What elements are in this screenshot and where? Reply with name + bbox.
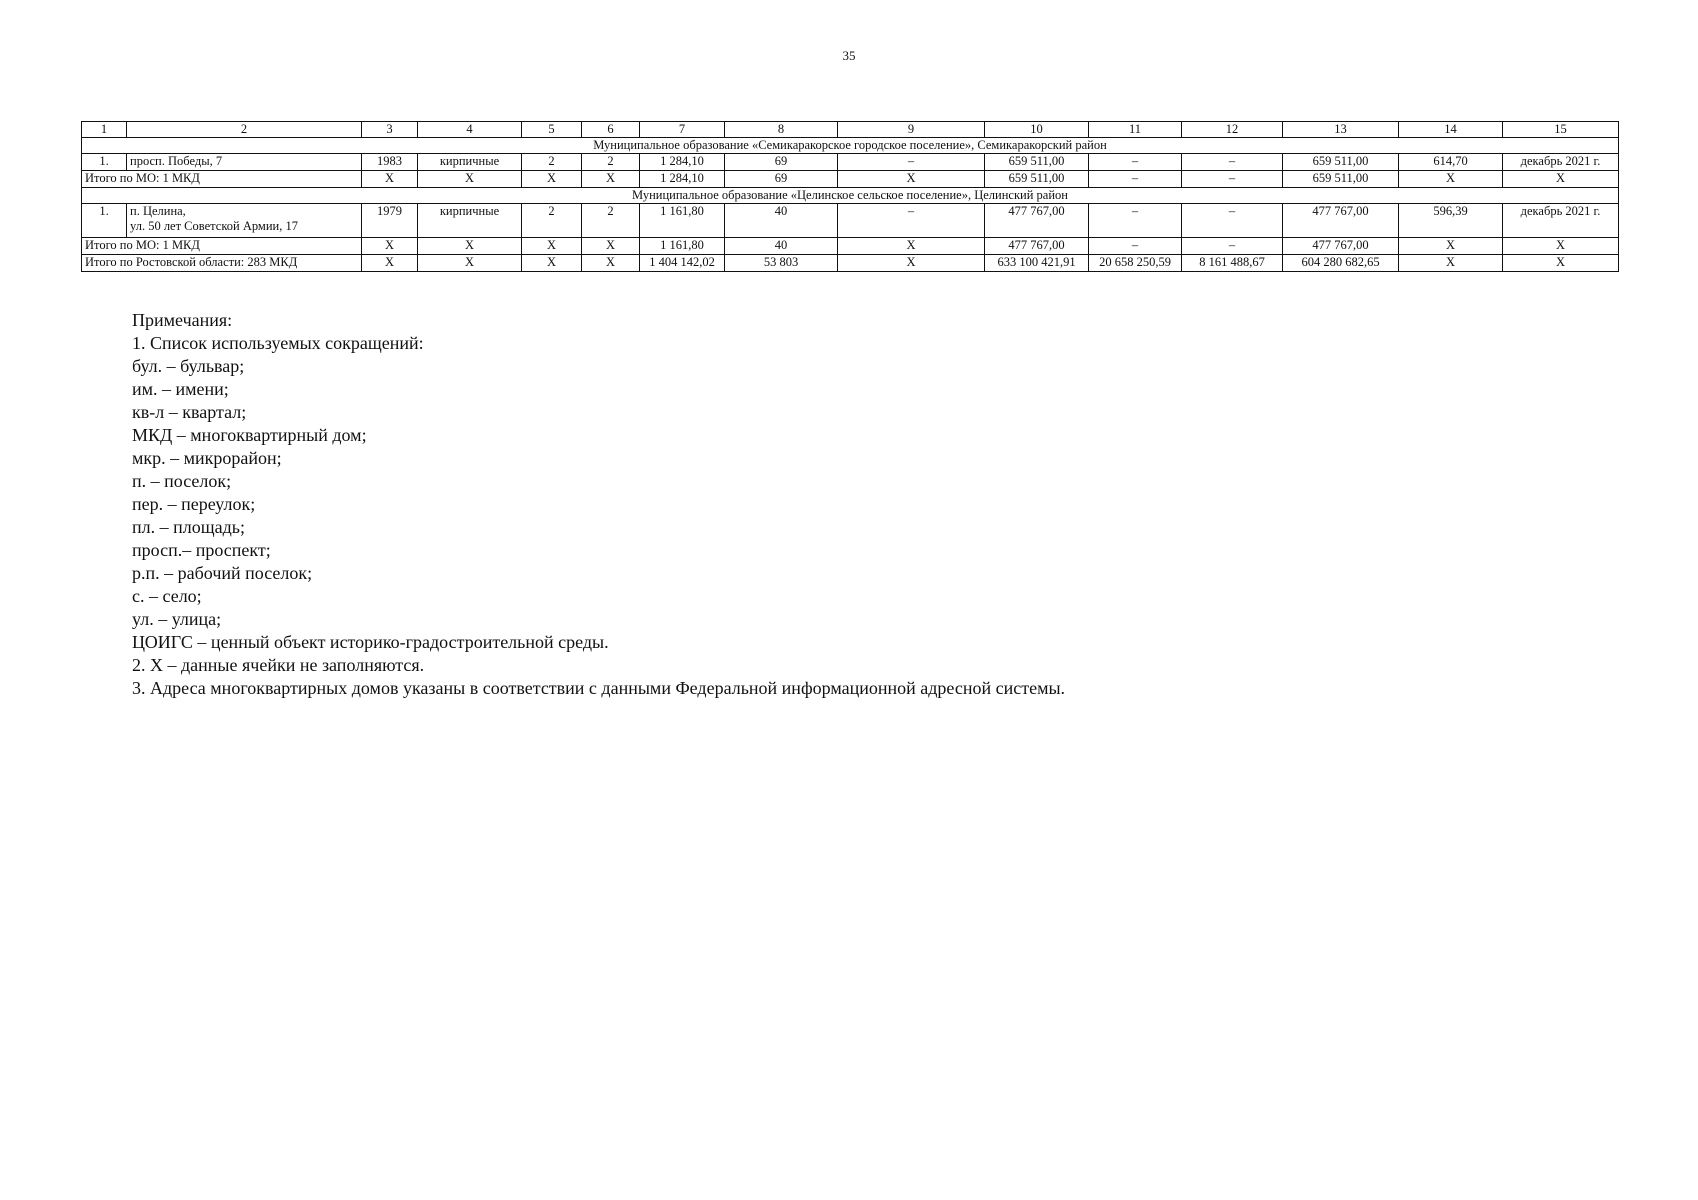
table-cell: –: [1089, 171, 1182, 188]
table-cell: 596,39: [1399, 204, 1503, 238]
note-line: п. – поселок;: [132, 471, 232, 491]
note-line: им. – имени;: [132, 379, 229, 399]
housing-register-table: [81, 121, 1619, 272]
note-line: пл. – площадь;: [132, 517, 245, 537]
table-cell: 614,70: [1399, 154, 1503, 171]
subtotal-row: [82, 238, 1619, 255]
table-cell: 477 767,00: [985, 238, 1089, 255]
table-cell: X: [838, 171, 985, 188]
table-cell: –: [1089, 154, 1182, 171]
note-line: 1. Список используемых сокращений:: [132, 333, 424, 353]
table-cell: 2: [522, 204, 582, 238]
column-number-cell: 15: [1503, 122, 1619, 138]
subtotal-row: [82, 171, 1619, 188]
table-cell: X: [1503, 238, 1619, 255]
column-number-cell: 2: [127, 122, 362, 138]
table-cell: 659 511,00: [1283, 154, 1399, 171]
table-cell: 20 658 250,59: [1089, 255, 1182, 272]
note-line: просп.– проспект;: [132, 540, 271, 560]
table-cell: 69: [725, 154, 838, 171]
section-title: Муниципальное образование «Целинское сельское поселение», Целинский район: [82, 188, 1619, 204]
section-title-row: [82, 188, 1619, 204]
page-number: 35: [842, 48, 856, 63]
grand-total-label: Итого по Ростовской области: 283 МКД: [82, 255, 362, 272]
table-cell: X: [582, 255, 640, 272]
table-cell: кирпичные: [418, 204, 522, 238]
table-cell: 1.: [82, 204, 127, 238]
table-cell: 69: [725, 171, 838, 188]
table-cell: –: [1182, 154, 1283, 171]
table-cell: X: [1399, 255, 1503, 272]
note-line: р.п. – рабочий поселок;: [132, 563, 313, 583]
table-cell: кирпичные: [418, 154, 522, 171]
column-number-cell: 1: [82, 122, 127, 138]
address-cell: п. Целина, ул. 50 лет Советской Армии, 17: [127, 204, 362, 238]
note-line: ЦОИГС – ценный объект историко-градостроительной среды.: [132, 632, 609, 652]
column-number-cell: 6: [582, 122, 640, 138]
column-number-cell: 14: [1399, 122, 1503, 138]
table-cell: X: [418, 255, 522, 272]
table-cell: –: [1182, 238, 1283, 255]
notes-section: [132, 309, 1065, 700]
table-cell: X: [582, 171, 640, 188]
subtotal-label: Итого по МО: 1 МКД: [82, 238, 362, 255]
column-number-cell: 9: [838, 122, 985, 138]
table-cell: 659 511,00: [985, 154, 1089, 171]
table-cell: X: [362, 255, 418, 272]
note-line: 2. Х – данные ячейки не заполняются.: [132, 655, 425, 675]
column-number-cell: 3: [362, 122, 418, 138]
table-cell: X: [362, 171, 418, 188]
note-line: с. – село;: [132, 586, 202, 606]
table-cell: 40: [725, 204, 838, 238]
table-cell: 1983: [362, 154, 418, 171]
table-cell: 2: [582, 154, 640, 171]
table-cell: –: [838, 204, 985, 238]
table-cell: X: [522, 255, 582, 272]
table-cell: X: [1503, 171, 1619, 188]
table-cell: X: [418, 238, 522, 255]
table-cell: X: [418, 171, 522, 188]
column-number-cell: 7: [640, 122, 725, 138]
table-cell: X: [838, 255, 985, 272]
table-cell: 659 511,00: [985, 171, 1089, 188]
column-number-cell: 13: [1283, 122, 1399, 138]
note-line: 3. Адреса многоквартирных домов указаны в соответствии с данными Федеральной информационной адресной системы.: [132, 678, 1066, 698]
note-line: МКД – многоквартирный дом;: [132, 425, 367, 445]
table-cell: –: [1089, 204, 1182, 238]
column-number-cell: 10: [985, 122, 1089, 138]
column-number-cell: 12: [1182, 122, 1283, 138]
table-cell: 477 767,00: [985, 204, 1089, 238]
column-number-cell: 11: [1089, 122, 1182, 138]
table-cell: декабрь 2021 г.: [1503, 154, 1619, 171]
data-row: [82, 154, 1619, 171]
table-cell: 1 284,10: [640, 171, 725, 188]
table-cell: 2: [522, 154, 582, 171]
table-cell: –: [1089, 238, 1182, 255]
table-cell: 659 511,00: [1283, 171, 1399, 188]
section-title: Муниципальное образование «Семикаракорское городское поселение», Семикаракорский район: [82, 138, 1619, 154]
column-number-cell: 8: [725, 122, 838, 138]
column-number-cell: 5: [522, 122, 582, 138]
note-line: пер. – переулок;: [132, 494, 256, 514]
note-line: бул. – бульвар;: [132, 356, 245, 376]
table-cell: 604 280 682,65: [1283, 255, 1399, 272]
table-cell: 1.: [82, 154, 127, 171]
table-cell: 477 767,00: [1283, 204, 1399, 238]
grand-total-row: [82, 255, 1619, 272]
table-cell: –: [1182, 171, 1283, 188]
table-cell: X: [522, 238, 582, 255]
table-body: [82, 122, 1619, 272]
table-cell: 1 161,80: [640, 204, 725, 238]
table-cell: 1 284,10: [640, 154, 725, 171]
header-row: [82, 122, 1619, 138]
subtotal-label: Итого по МО: 1 МКД: [82, 171, 362, 188]
note-line: мкр. – микрорайон;: [132, 448, 282, 468]
table-cell: декабрь 2021 г.: [1503, 204, 1619, 238]
table-cell: 633 100 421,91: [985, 255, 1089, 272]
table-cell: X: [838, 238, 985, 255]
table-cell: 2: [582, 204, 640, 238]
table-cell: X: [1399, 171, 1503, 188]
table-cell: X: [362, 238, 418, 255]
table-cell: 53 803: [725, 255, 838, 272]
address-cell: просп. Победы, 7: [127, 154, 362, 171]
notes-heading: Примечания:: [132, 310, 233, 330]
table-cell: 1979: [362, 204, 418, 238]
data-row: [82, 204, 1619, 238]
table-cell: X: [1399, 238, 1503, 255]
table-cell: 1 404 142,02: [640, 255, 725, 272]
column-number-cell: 4: [418, 122, 522, 138]
table-cell: X: [522, 171, 582, 188]
table-cell: X: [1503, 255, 1619, 272]
table-cell: 1 161,80: [640, 238, 725, 255]
table-cell: –: [1182, 204, 1283, 238]
note-line: ул. – улица;: [132, 609, 222, 629]
table-cell: 8 161 488,67: [1182, 255, 1283, 272]
table-cell: X: [582, 238, 640, 255]
table-cell: –: [838, 154, 985, 171]
table-cell: 477 767,00: [1283, 238, 1399, 255]
table-cell: 40: [725, 238, 838, 255]
note-line: кв-л – квартал;: [132, 402, 247, 422]
section-title-row: [82, 138, 1619, 154]
